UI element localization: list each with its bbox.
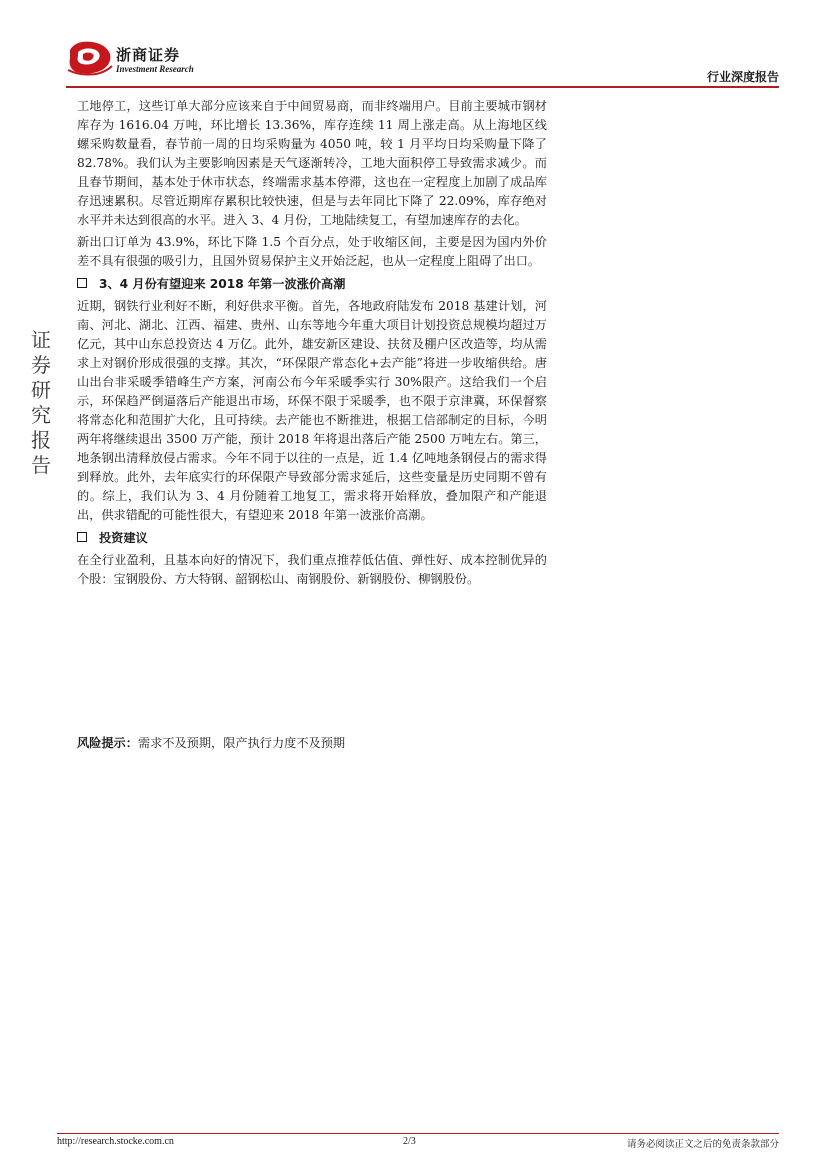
side-label-char: 证 xyxy=(31,328,51,352)
company-logo-icon xyxy=(66,40,114,76)
brand-name-en: Investment Research xyxy=(116,64,194,74)
side-label-char: 券 xyxy=(31,353,51,377)
paragraph-recommendations: 在全行业盈利，且基本向好的情况下，我们重点推荐低估值、弹性好、成本控制优异的个股：宝钢股份、方大特钢、韶钢松山、南钢股份、新钢股份、柳钢股份。 xyxy=(77,553,547,586)
section-title: 投资建议 xyxy=(99,531,148,545)
footer-disclaimer: 请务必阅读正文之后的免责条款部分 xyxy=(626,1139,779,1150)
section-title: 3、4 月份有望迎来 2018 年第一波涨价高潮 xyxy=(99,277,346,291)
section-heading-price-rally xyxy=(77,275,547,294)
side-label-char: 告 xyxy=(31,453,51,477)
risk-warning xyxy=(77,734,345,753)
paragraph-supply-demand: 近期，钢铁行业利好不断，利好供求平衡。首先，各地政府陆发布 2018 基建计划，河南、河北、湖北、江西、福建、贵州、山东等地今年重大项目计划投资总规模均超过万亿元，其中山东总投资达 4 万亿。此外，雄安新区建设、扶贫及棚户区改造等，均从需求上对钢价形成很强的支撑。其次，“环保限产常态化+去产能”将进一步收缩供给。唐山出台非采暖季错峰生产方案，河南公布今年采暖季实行 30%限产。这给我们一个启示，环保趋严倒逼落后产能退出市场，环保不限于采暖季，也不限于京津冀，环保督察将常态化和范围扩大化，且可持续。去产能也不断推进，根据工信部制定的目标，今明两年将继续退出 3500 万产能，预计 2018 年将退出落后产能 2500 万吨左右。第三，地条钢出清释放侵占需求。今年不同于以往的一点是，近 1.4 亿吨地条钢侵占的需求得到释放。此外，去年底实行的环保限产导致部分需求延后，这些变量是历史同期不曾有的。综上，我们认为 3、4 月份随着工地复工，需求将开始释放，叠加限产和产能退出，供求错配的可能性很大，有望迎来 2018 年第一波涨价高潮。 xyxy=(77,299,547,522)
side-vertical-label xyxy=(30,328,52,478)
header-divider xyxy=(66,86,779,88)
paragraph-export-orders: 新出口订单为 43.9%，环比下降 1.5 个百分点，处于收缩区间，主要是因为国内外价差不具有很强的吸引力，且国外贸易保护主义开始泛起，也从一定程度上阻碍了出口。 xyxy=(77,235,547,268)
section-heading-investment xyxy=(77,529,547,548)
paragraph-inventory: 工地停工，这些订单大部分应该来自于中间贸易商，而非终端用户。目前主要城市钢材库存为 1616.04 万吨，环比增长 13.36%，库存连续 11 周上涨走高。从上海地区线螺采购数量看，春节前一周的日均采购量为 4050 吨，较 1 月平均日均采购量下降了 82.78%。我们认为主要影响因素是天气逐渐转冷，工地大面积停工导致需求减少。而且春节期间，基本处于休市状态，终端需求基本停滞，这也在一定程度上加剧了成品库存迅速累积。尽管近期库存累积比较快速，但是与去年同比下降了 22.09%，库存绝对水平并未达到很高的水平。进入 3、4 月份，工地陆续复工，有望加速库存的去化。 xyxy=(77,99,547,227)
side-label-char: 究 xyxy=(31,403,51,427)
page-number: 2/3 xyxy=(403,1136,416,1147)
side-label-char: 报 xyxy=(31,428,51,452)
checkbox-bullet-icon xyxy=(77,532,87,542)
side-label-char: 研 xyxy=(31,378,51,402)
checkbox-bullet-icon xyxy=(77,278,87,288)
report-type-label: 行业深度报告 xyxy=(706,70,779,84)
risk-text: 需求不及预期，限产执行力度不及预期 xyxy=(137,736,346,750)
brand-name-cn: 浙商证券 xyxy=(116,46,181,64)
report-body xyxy=(77,97,547,589)
risk-label: 风险提示： xyxy=(77,736,138,750)
footer-url-link[interactable]: http://research.stocke.com.cn xyxy=(57,1136,174,1147)
footer-divider xyxy=(57,1133,779,1134)
